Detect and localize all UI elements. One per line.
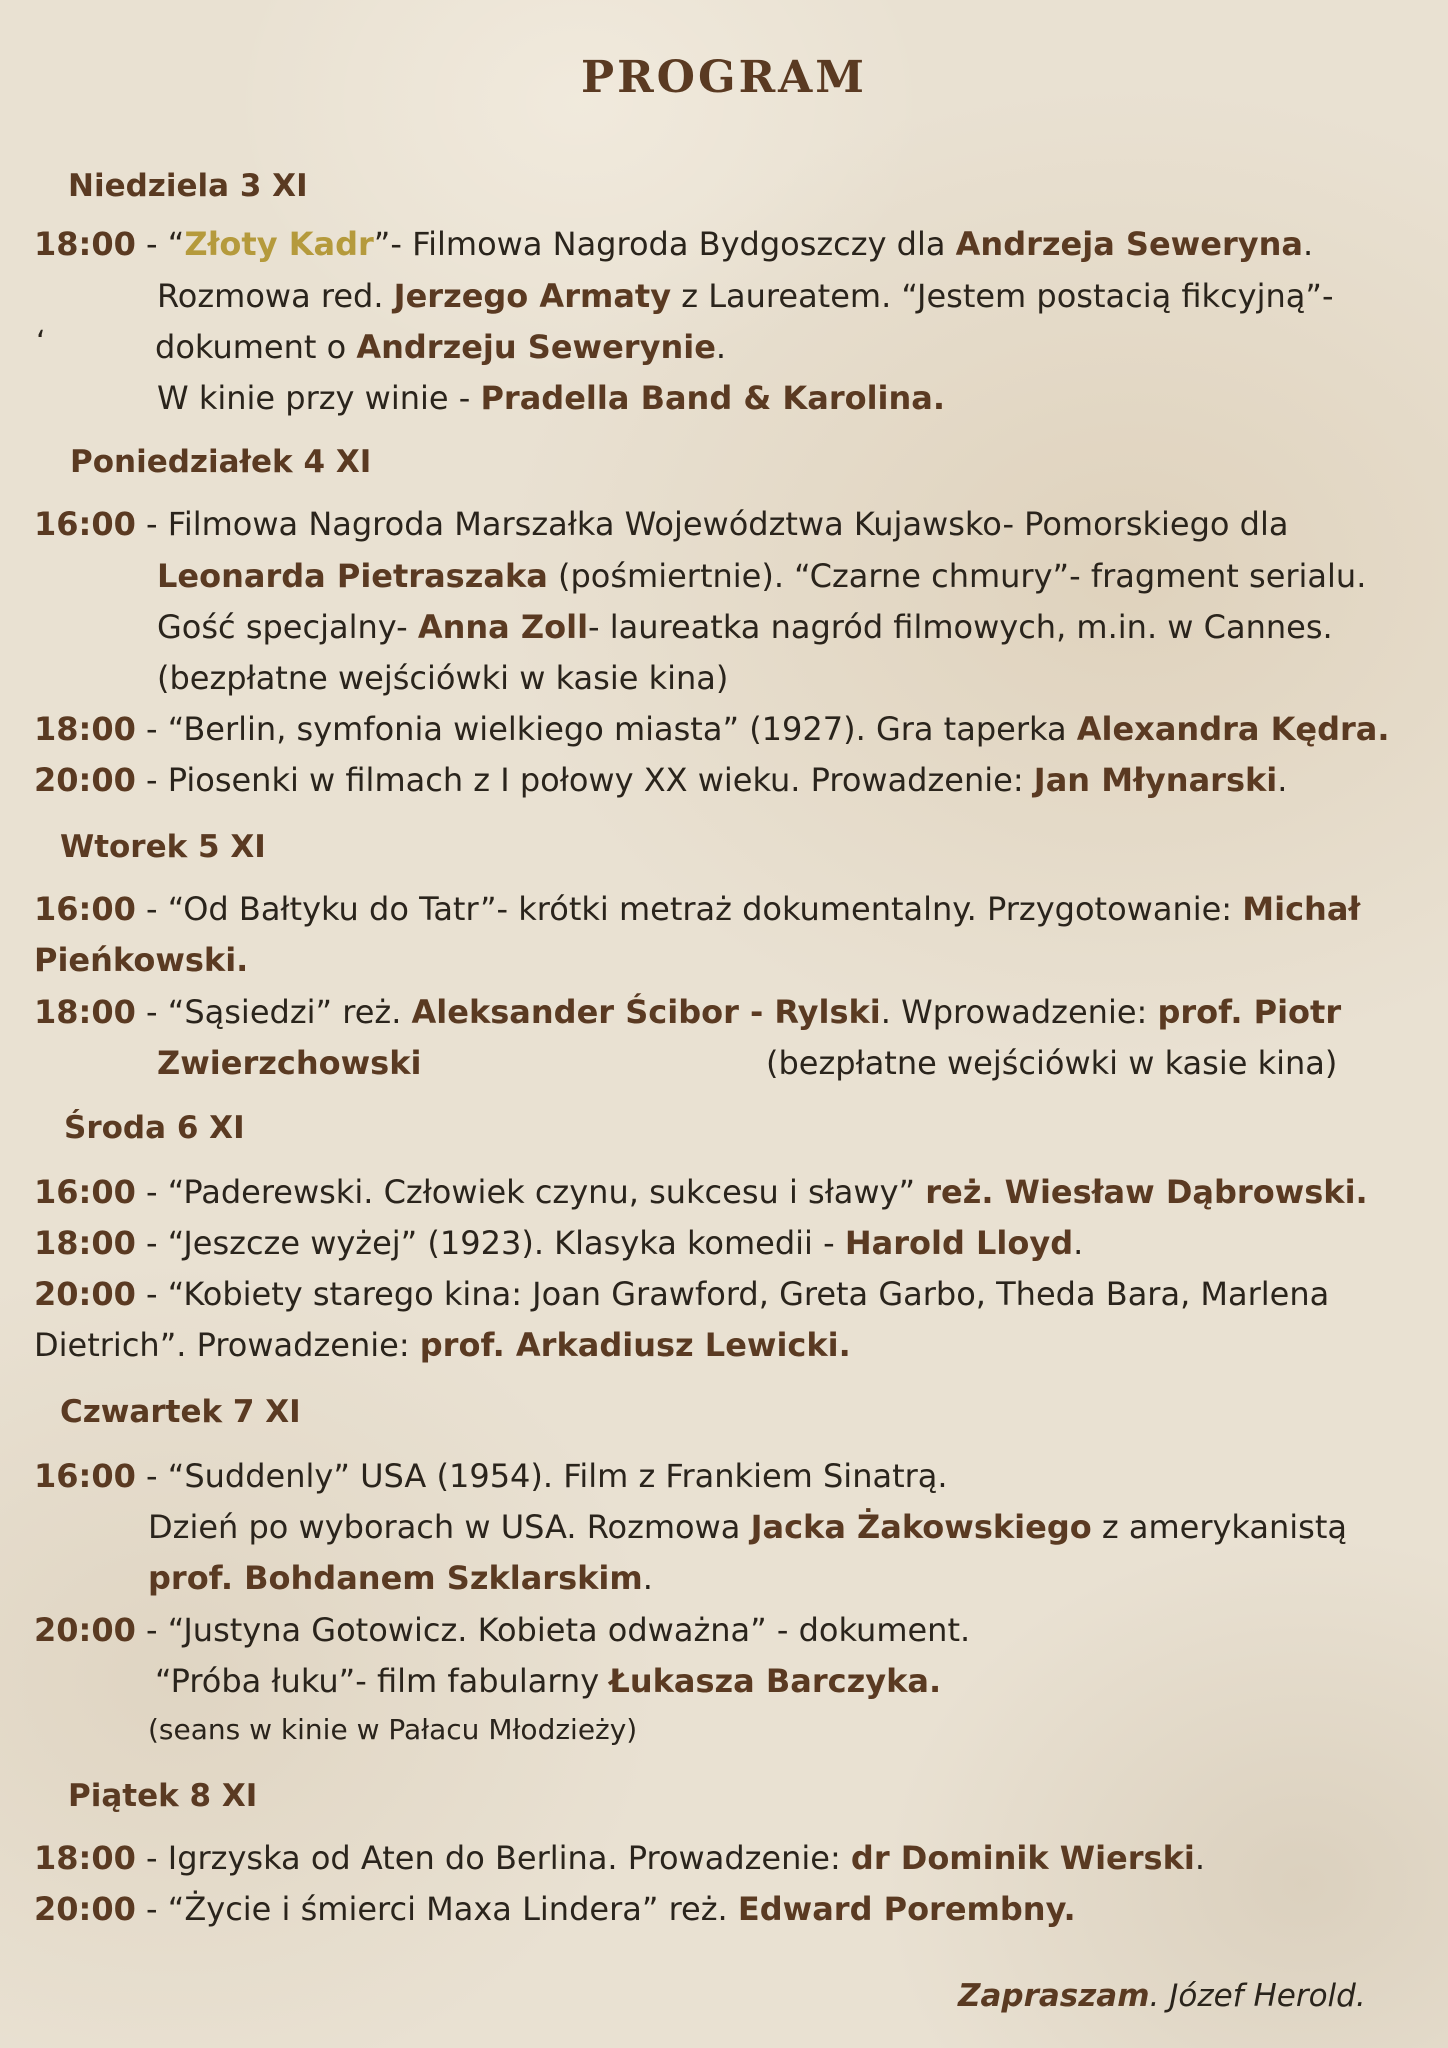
line-text: Dietrich”. Prowadzenie: (34, 1326, 420, 1364)
line-text: Dzień po wyborach w USA. Rozmowa (148, 1508, 751, 1546)
line-text: - “Jeszcze wyżej” (1923). Klasyka komedii - (135, 1224, 845, 1262)
schedule-line (34, 890, 1361, 928)
day-heading-wednesday: Środa 6 XI (64, 1110, 245, 1146)
person-name: Harold Lloyd (844, 1224, 1074, 1262)
line-text: ”- Filmowa Nagroda Bydgoszczy dla (373, 225, 956, 263)
schedule-line (34, 993, 1342, 1031)
line-text: (seans w kinie w Pałacu Młodzieży) (148, 1713, 638, 1746)
schedule-line (34, 1611, 971, 1649)
schedule-line (34, 941, 249, 979)
event-time: 20:00 (34, 1611, 136, 1649)
schedule-line (34, 1326, 851, 1364)
schedule-line (34, 710, 1390, 748)
schedule-line (34, 1224, 1084, 1262)
person-name: Alexandra Kędra. (1076, 710, 1390, 748)
person-name: prof. Arkadiusz Lewicki. (419, 1326, 851, 1364)
signature (958, 1978, 1366, 2014)
person-name: Pieńkowski. (34, 941, 249, 979)
line-text: - Piosenki w filmach z I połowy XX wieku. Prowadzenie: (135, 761, 1034, 799)
person-name: Michał (1242, 890, 1361, 928)
event-time: 18:00 (34, 1224, 136, 1262)
line-text: (pośmiertnie). “Czarne chmury”- fragment serialu. (547, 557, 1367, 595)
person-name: Edward Porembny. (737, 1890, 1076, 1928)
band-name: Pradella Band & Karolina. (480, 379, 946, 417)
person-name: Łukasza Barczyka. (609, 1662, 942, 1700)
line-text: - “Sąsiedzi” reż. (135, 993, 412, 1031)
line-text: dokument o (155, 328, 357, 366)
line-text: - “ (135, 225, 185, 263)
schedule-line (34, 1457, 948, 1495)
line-text: . (1302, 225, 1314, 263)
line-text: - “Berlin, symfonia wielkiego miasta” (1927). Gra taperka (135, 710, 1077, 748)
event-time: 18:00 (34, 993, 136, 1031)
signature-author: . Józef Herold. (1149, 1978, 1366, 2014)
person-name: Aleksander Ścibor - Rylski (411, 993, 881, 1031)
day-heading-tuesday: Wtorek 5 XI (60, 829, 266, 865)
event-time: 16:00 (34, 1457, 136, 1495)
line-text: (bezpłatne wejściówki w kasie kina) (157, 659, 729, 697)
line-text: - “Justyna Gotowicz. Kobieta odważna” - dokument. (135, 1611, 971, 1649)
stray-mark: ‘ (36, 325, 46, 360)
person-name: Jerzego Armaty (393, 277, 672, 315)
person-name: Andrzeju Sewerynie (356, 328, 716, 366)
event-time: 16:00 (34, 505, 136, 543)
schedule-line (155, 328, 727, 366)
person-name: Jacka Żakowskiego (750, 1508, 1092, 1546)
line-text: W kinie przy winie - (157, 379, 481, 417)
line-text: (bezpłatne wejściówki w kasie kina) (766, 1044, 1338, 1082)
schedule-line (157, 659, 729, 697)
award-name: Złoty Kadr (184, 225, 374, 263)
line-text: - Igrzyska od Aten do Berlina. Prowadzenie: (135, 1839, 851, 1877)
schedule-line (148, 1713, 638, 1746)
line-text: - “Życie i śmierci Maxa Lindera” reż. (135, 1890, 738, 1928)
line-text: Gość specjalny- (157, 608, 418, 646)
line-text: . (1194, 1839, 1205, 1877)
schedule-line (34, 1839, 1205, 1877)
person-name: Zwierzchowski (157, 1044, 422, 1082)
event-time: 20:00 (34, 1275, 136, 1313)
person-name: Jan Młynarski (1033, 761, 1278, 799)
person-name: dr Dominik Wierski (850, 1839, 1195, 1877)
line-text: . (642, 1559, 653, 1597)
event-time: 20:00 (34, 761, 136, 799)
person-name: Andrzeja Seweryna (955, 225, 1303, 263)
schedule-line (766, 1044, 1338, 1082)
schedule-line (157, 557, 1367, 595)
event-time: 16:00 (34, 1173, 136, 1211)
line-text: - “Kobiety starego kina: Joan Grawford, Greta Garbo, Theda Bara, Marlena (135, 1275, 1330, 1313)
event-time: 18:00 (34, 225, 136, 263)
event-time: 20:00 (34, 1890, 136, 1928)
line-text: . Wprowadzenie: (880, 993, 1158, 1031)
line-text: . (715, 328, 727, 366)
day-heading-thursday: Czwartek 7 XI (60, 1394, 301, 1430)
schedule-line (34, 1890, 1076, 1928)
person-name: Anna Zoll (417, 608, 589, 646)
schedule-line (157, 1044, 422, 1082)
schedule-line (155, 1662, 942, 1700)
line-text: z amerykanistą (1091, 1508, 1347, 1546)
schedule-line (34, 225, 1314, 263)
line-text: z Laureatem. “Jestem postacią fikcyjną”- (671, 277, 1334, 315)
line-text: - Filmowa Nagroda Marszałka Województwa Kujawsko- Pomorskiego dla (135, 505, 1289, 543)
person-name: prof. Piotr (1157, 993, 1342, 1031)
schedule-line (34, 761, 1288, 799)
person-name: Leonarda Pietraszaka (157, 557, 548, 595)
day-heading-sunday: Niedziela 3 XI (68, 168, 308, 204)
line-text: - laureatka nagród filmowych, m.in. w Cannes. (588, 608, 1333, 646)
schedule-line (148, 1508, 1347, 1546)
line-text: . (1277, 761, 1288, 799)
person-name: prof. Bohdanem Szklarskim (148, 1559, 643, 1597)
event-time: 18:00 (34, 1839, 136, 1877)
day-heading-friday: Piątek 8 XI (68, 1778, 258, 1814)
line-text: Rozmowa red. (157, 277, 394, 315)
line-text: - “Suddenly” USA (1954). Film z Frankiem Sinatrą. (135, 1457, 948, 1495)
schedule-line (148, 1559, 653, 1597)
schedule-line (157, 608, 1333, 646)
event-time: 18:00 (34, 710, 136, 748)
schedule-line (34, 1275, 1330, 1313)
schedule-line (157, 277, 1334, 315)
person-name: reż. Wiesław Dąbrowski. (925, 1173, 1368, 1211)
event-time: 16:00 (34, 890, 136, 928)
line-text: “Próba łuku”- film fabularny (155, 1662, 610, 1700)
schedule-line (34, 505, 1289, 543)
page-title: PROGRAM (581, 52, 867, 103)
schedule-line (157, 379, 946, 417)
line-text: - “Od Bałtyku do Tatr”- krótki metraż dokumentalny. Przygotowanie: (135, 890, 1243, 928)
line-text: - “Paderewski. Człowiek czynu, sukcesu i sławy” (135, 1173, 926, 1211)
line-text: . (1073, 1224, 1084, 1262)
signature-invite: Zapraszam (958, 1978, 1150, 2014)
day-heading-monday: Poniedziałek 4 XI (70, 444, 372, 480)
schedule-line (34, 1173, 1368, 1211)
